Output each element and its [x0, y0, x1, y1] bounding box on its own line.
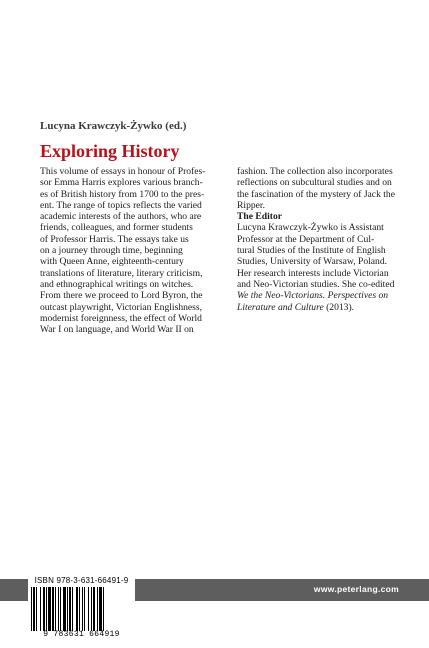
barcode-bar — [93, 587, 95, 631]
barcode-bar — [60, 587, 61, 631]
editor-line: and Neo-Victorian studies. She co-edited — [237, 278, 395, 290]
barcode-bar — [72, 587, 73, 631]
blurb-line: the fascination of the mystery of Jack the — [237, 188, 395, 200]
author-name: Lucyna Krawczyk-Żywko (ed.) — [40, 120, 187, 132]
editor-line: Studies, University of Warsaw, Poland. — [237, 256, 388, 268]
barcode-bar — [33, 587, 35, 631]
barcode-number: 9 783631 664919 — [43, 630, 120, 639]
blurb-line: outcast playwright, Victorian Englishness, — [40, 301, 203, 313]
blurb-line: reflections on subcultural studies and on — [237, 177, 392, 189]
blurb-left-column — [40, 166, 222, 335]
barcode-bar — [69, 587, 71, 631]
barcode-bar — [82, 587, 83, 631]
blurb-line: on a journey through time, beginning — [40, 245, 183, 257]
barcode-bar — [97, 587, 98, 631]
blurb-line: and ethnographical writings on witches. — [40, 278, 194, 290]
barcode-bar — [67, 587, 68, 631]
editor-line: Lucyna Krawczyk-Żywko is Assistant — [237, 222, 384, 234]
barcode-bar — [31, 587, 32, 631]
barcode-block — [28, 575, 135, 642]
barcode-bar — [103, 587, 104, 631]
barcode-bar — [43, 587, 45, 631]
editor-bio — [237, 222, 397, 312]
barcode-bar — [40, 587, 41, 631]
blurb-line: with Queen Anne, eighteenth-century — [40, 256, 184, 268]
barcode-bar — [79, 587, 80, 631]
blurb-right-column — [237, 166, 397, 313]
editor-book-title-part: Literature and Culture — [237, 301, 324, 313]
barcode-bar — [76, 587, 78, 631]
editor-book-year: (2013). — [323, 301, 355, 313]
barcode-bars — [31, 587, 132, 631]
barcode-bar — [52, 587, 54, 631]
barcode-bar — [46, 587, 47, 631]
barcode-bar — [58, 587, 59, 631]
publisher-website[interactable]: www.peterlang.com — [313, 584, 399, 594]
blurb-line: translations of literature, literary criticism, — [40, 267, 203, 279]
editor-heading: The Editor — [237, 211, 283, 223]
editor-line: Professor at the Department of Cul- — [237, 233, 375, 245]
editor-book-title-line-2 — [237, 302, 397, 313]
blurb-line: War I on language, and World War II on — [40, 324, 194, 336]
editor-line: Her research interests include Victorian — [237, 267, 389, 279]
barcode-bar — [91, 587, 92, 631]
blurb-line: sor Emma Harris explores various branch- — [40, 177, 203, 189]
blurb-line: From there we proceed to Lord Byron, the — [40, 290, 203, 302]
barcode-bar — [88, 587, 89, 631]
blurb-line: This volume of essays in honour of Profes- — [40, 166, 206, 177]
blurb-line: Ripper. — [237, 199, 265, 211]
barcode-bar — [36, 587, 37, 631]
barcode-bar — [48, 587, 51, 631]
blurb-line: fashion. The collection also incorporates — [237, 166, 393, 177]
editor-line: tural Studies of the Institute of English — [237, 245, 386, 257]
blurb-line: modernist foreignness, the effect of World — [40, 312, 202, 324]
editor-book-title-line: We the Neo-Victorians. Perspectives on — [237, 290, 389, 302]
barcode-bar — [99, 587, 102, 631]
blurb-line: of Professor Harris. The essays take us — [40, 233, 189, 245]
blurb-line: friends, colleagues, and former students — [40, 222, 193, 234]
isbn-label: ISBN 978-3-631-66491-9 — [34, 576, 129, 585]
barcode-bar — [63, 587, 66, 631]
barcode-bar — [55, 587, 56, 631]
blurb-line: ent. The range of topics reflects the varied — [40, 199, 202, 211]
barcode-bar — [84, 587, 85, 631]
book-title: Exploring History — [40, 141, 180, 161]
blurb-line: es of British history from 1700 to the pres- — [40, 188, 205, 200]
blurb-line: academic interests of the authors, who are — [40, 211, 202, 223]
